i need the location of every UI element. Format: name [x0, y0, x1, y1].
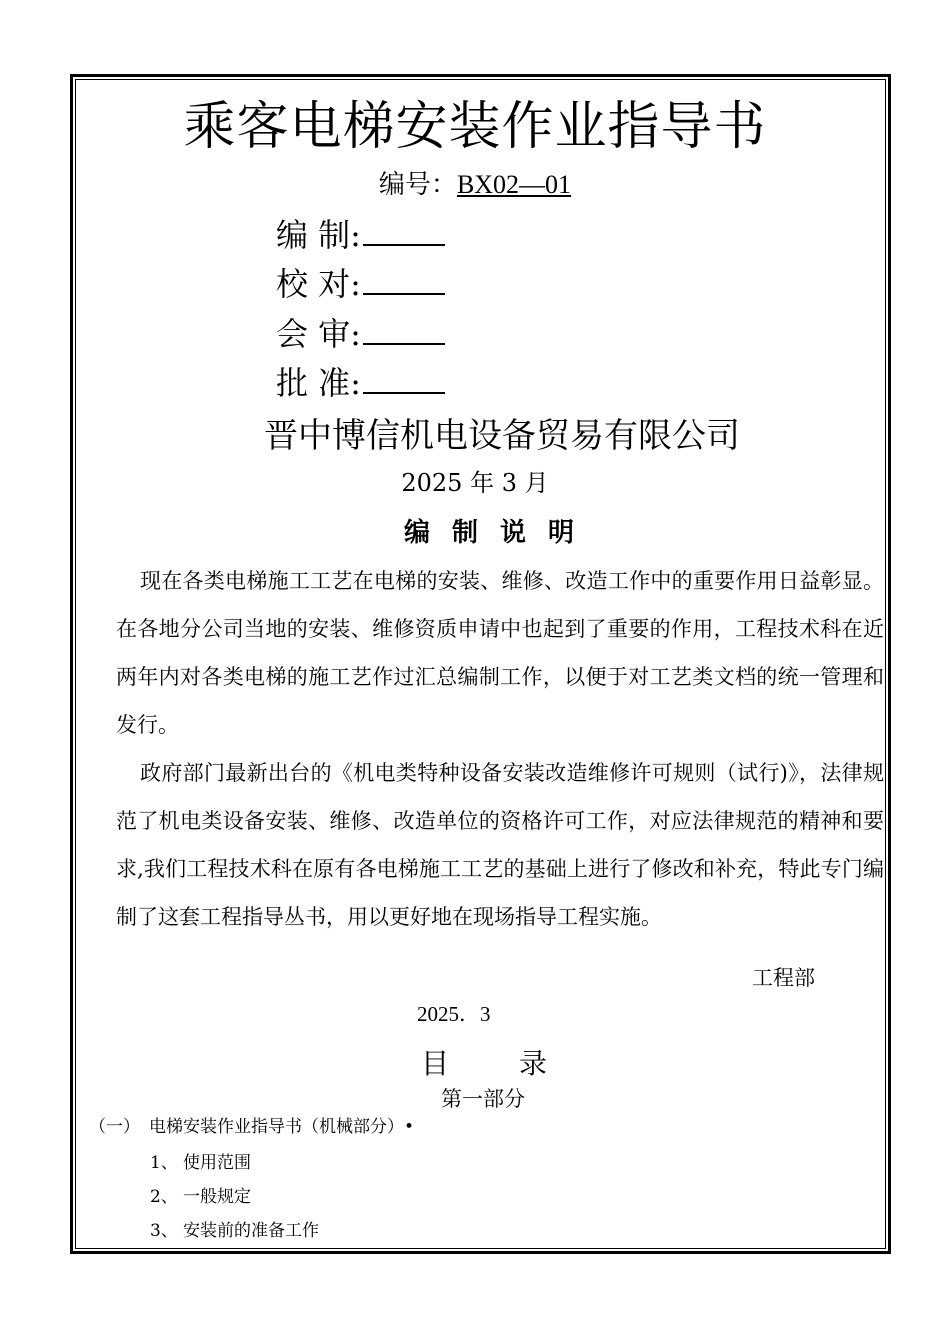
sign-field-compile: [276, 210, 445, 256]
cover-date: 2025 年 3 月: [401, 469, 549, 497]
preface-heading: 编制说明: [403, 518, 596, 548]
preface-department: 工程部: [752, 966, 815, 990]
toc-item-label: 使用范围: [183, 1153, 251, 1173]
toc-title: 目录: [421, 1047, 618, 1080]
sign-blank-line: [363, 317, 445, 345]
toc-item-number: 1、: [150, 1153, 178, 1173]
sign-label: 批 准:: [276, 364, 361, 402]
preface-paragraph-1: 现在各类电梯施工工艺在电梯的安装、维修、改造工作中的重要作用日益彰显。在各地分公司当地的安装、维修资质申请中也起到了重要的作用，工程技术科在近两年内对各类电梯的施工艺作过汇总编制工作，以便于对工艺类文档的统一管理和发行。: [116, 569, 884, 737]
toc-item-number: 2、: [150, 1187, 178, 1207]
sign-field-approve: [276, 358, 445, 404]
toc-section-number: （一）: [89, 1117, 140, 1137]
preface-paragraph-2: 政府部门最新出台的《机电类特种设备安装改造维修许可规则（试行)》，法律规范了机电类设备安装、维修、改造单位的资格许可工作，对应法律规范的精神和要求,我们工程技术科在原有各电梯施工工艺的基础上进行了修改和补充，特此专门编制了这套工程指导丛书，用以更好地在现场指导工程实施。: [116, 761, 884, 929]
sign-label: 编 制:: [276, 216, 361, 254]
sign-field-review: [276, 309, 445, 355]
toc-item[interactable]: [150, 1148, 251, 1173]
toc-section-label: 电梯安装作业指导书（机械部分）•: [149, 1117, 415, 1137]
preface-date: 2025．3: [417, 1002, 491, 1026]
toc-section[interactable]: [89, 1112, 414, 1137]
sign-blank-line: [363, 267, 445, 295]
serial-label: 编号：: [378, 170, 457, 200]
document-serial: [0, 164, 950, 201]
toc-item-number: 3、: [150, 1221, 178, 1241]
toc-item[interactable]: [150, 1216, 319, 1241]
sign-blank-line: [363, 366, 445, 394]
sign-label: 校 对:: [276, 265, 361, 303]
toc-item-label: 一般规定: [183, 1187, 251, 1207]
serial-value: BX02—01: [456, 170, 572, 199]
toc-part-label: 第一部分: [441, 1087, 525, 1111]
sign-blank-line: [363, 218, 445, 246]
sign-field-proofread: [276, 259, 445, 305]
document-title: 乘客电梯安装作业指导书: [183, 97, 767, 157]
sign-label: 会 审:: [276, 315, 361, 353]
company-name: 晋中博信机电设备贸易有限公司: [264, 416, 740, 456]
toc-item[interactable]: [150, 1182, 251, 1207]
toc-item-label: 安装前的准备工作: [183, 1221, 319, 1241]
